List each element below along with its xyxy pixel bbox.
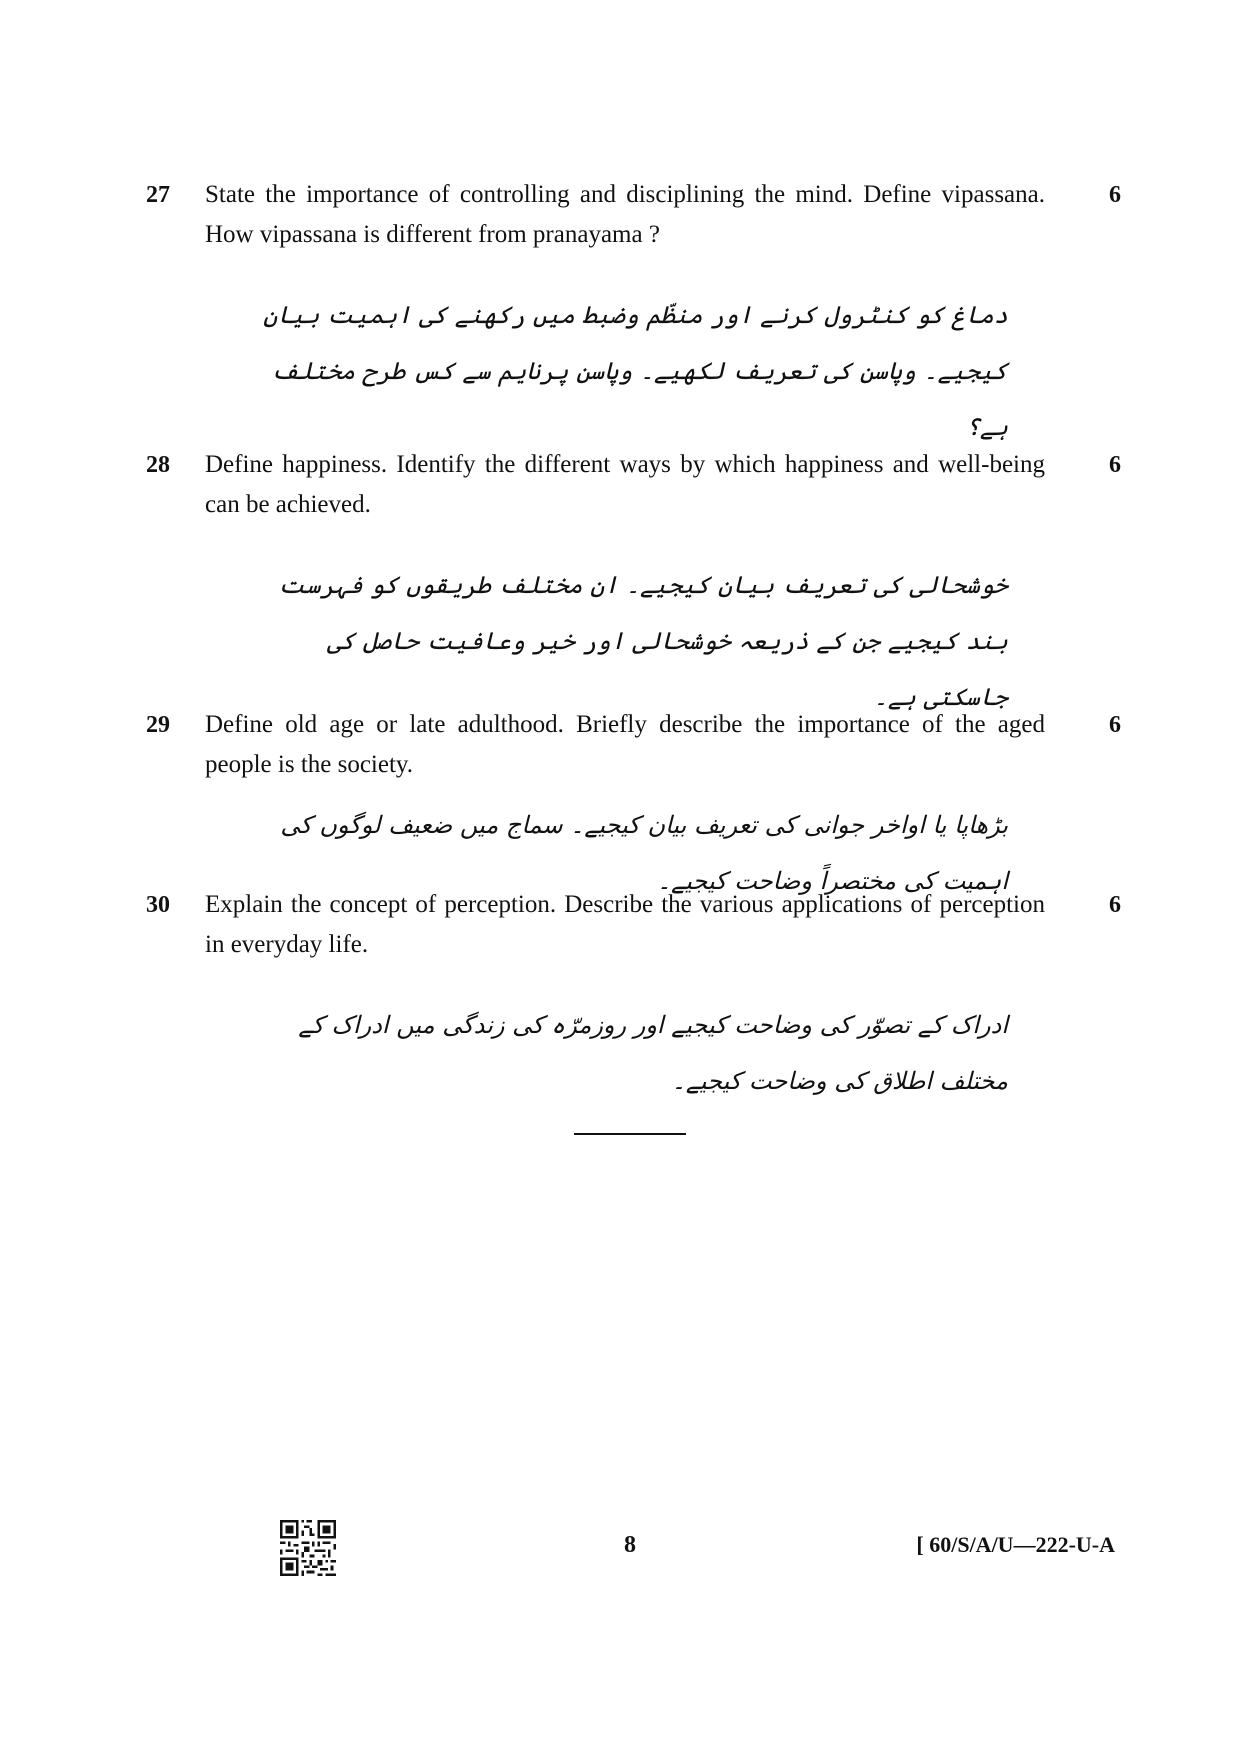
question-text-urdu: دماغ کو کنٹرول کرنے اور منظّم وضبط میں رکھنے کی اہمیت بیان کیجیے۔ وپاسن کی تعریف لکھیے۔ وپاسن پرنایم سے کس طرح مختلف ہے؟ <box>263 301 1008 441</box>
question-text-english: Define happiness. Identify the different ways by which happiness and well-being can be achieved. <box>205 451 1045 518</box>
question-number: 30 <box>146 892 170 918</box>
question-number: 29 <box>146 712 170 738</box>
page-footer <box>0 1520 1240 1580</box>
question-number: 28 <box>146 452 170 478</box>
question-marks: 6 <box>1109 892 1121 918</box>
end-divider <box>574 1133 686 1135</box>
page-number: 8 <box>624 1532 636 1558</box>
question-text-english: Define old age or late adulthood. Briefly describe the importance of the aged people is the society. <box>205 711 1045 778</box>
question-text-urdu: بڑھاپا یا اواخر جوانی کی تعریف بیان کیجیے۔ سماج میں ضعیف لوگوں کی اہمیت کی مختصراً وضاحت کیجیے۔ <box>280 811 1008 895</box>
question-number: 27 <box>146 182 170 208</box>
paper-code: [ 60/S/A/U—222-U-A <box>916 1532 1115 1557</box>
question-text-urdu: ادراک کے تصوّر کی وضاحت کیجیے اور روزمرّہ کی زندگی میں ادراک کے مختلف اطلاق کی وضاحت کیجیے۔ <box>298 1011 1008 1095</box>
question-text-english: Explain the concept of perception. Describe the various applications of perception in everyday life. <box>205 891 1045 958</box>
qr-code-icon <box>280 1520 336 1576</box>
question-text-urdu: خوشحالی کی تعریف بیان کیجیے۔ ان مختلف طریقوں کو فہرست بند کیجیے جن کے ذریعہ خوشحالی اور خیر وعافیت حاصل کی جاسکتی ہے۔ <box>278 571 1008 711</box>
question-text-english: State the importance of controlling and disciplining the mind. Define vipassana. How vipassana is different from pranayama ? <box>205 181 1045 248</box>
question-marks: 6 <box>1109 712 1121 738</box>
question-marks: 6 <box>1109 452 1121 478</box>
question-marks: 6 <box>1109 182 1121 208</box>
